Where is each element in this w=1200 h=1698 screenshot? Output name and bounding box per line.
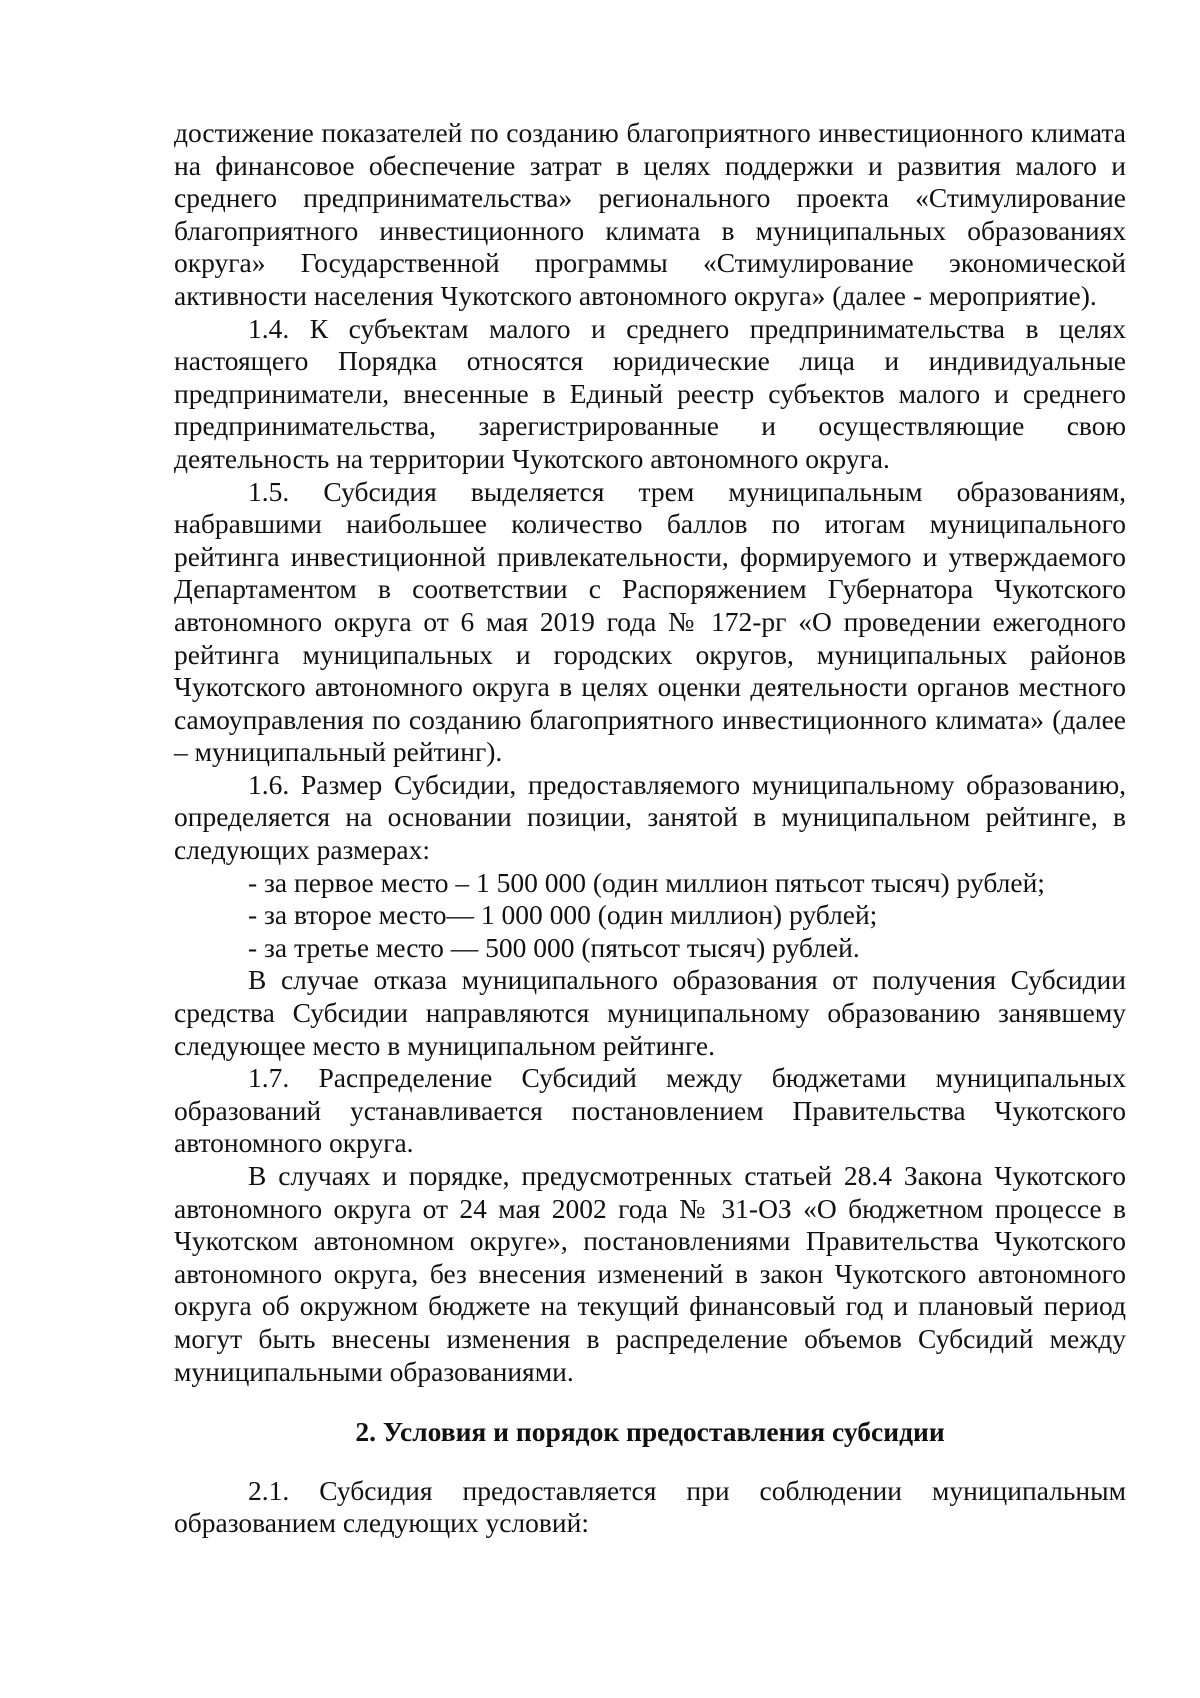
section-heading: 2. Условия и порядок предоставления субсидии [355, 1416, 945, 1448]
paragraph-refusal: В случае отказа муниципального образования от получения Субсидии средства Субсидии направляются муниципальному образованию занявшему следующее место в муниципальном рейтинге. [174, 964, 1126, 1061]
paragraph-2-1: 2.1. Субсидия предоставляется при соблюдении муниципальным образованием следующих условий: [174, 1474, 1126, 1539]
list-item-third-place: - за третье место — 500 000 (пятьсот тысяч) рублей. [248, 931, 860, 963]
document-page [174, 117, 1126, 1540]
paragraph-1-6: 1.6. Размер Субсидии, предоставляемого муниципальному образованию, определяется на основании позиции, занятой в муниципальном рейтинге, в следующих размерах: [174, 768, 1126, 866]
paragraph-changes: В случаях и порядке, предусмотренных статьей 28.4 Закона Чукотского автономного округа от 24 мая 2002 года № 31-ОЗ «О бюджетном процессе в Чукотском автономном округе», постановлениями Правительства Чукотского автономного округа, без внесения изменений в закон Чукотского автономного округа об окружном бюджете на текущий финансовый год и плановый период могут быть внесены изменения в распределение объемов Субсидий между муниципальными образованиями. [174, 1160, 1126, 1387]
paragraph-1-5: 1.5. Субсидия выделяется трем муниципальным образованиям, набравшими наибольшее количество баллов по итогам муниципального рейтинга инвестиционной привлекательности, формируемого и утверждаемого Департаментом в соответствии с Распоряжением Губернатора Чукотского автономного округа от 6 мая 2019 года № 172-рг «О проведении ежегодного рейтинга муниципальных и городских округов, муниципальных районов Чукотского автономного округа в целях оценки деятельности органов местного самоуправления по созданию благоприятного инвестиционного климата» (далее – муниципальный рейтинг). [174, 475, 1126, 768]
list-item-first-place: - за первое место – 1 500 000 (один миллион пятьсот тысяч) рублей; [248, 866, 1045, 898]
list-item-second-place: - за второе место— 1 000 000 (один миллион) рублей; [248, 899, 878, 931]
paragraph-1-4: 1.4. К субъектам малого и среднего предпринимательства в целях настоящего Порядка относятся юридические лица и индивидуальные предприниматели, внесенные в Единый реестр субъектов малого и среднего предпринимательства, зарегистрированные и осуществляющие свою деятельность на территории Чукотского автономного округа. [174, 312, 1126, 474]
paragraph-continuation: достижение показателей по созданию благоприятного инвестиционного климата на финансовое обеспечение затрат в целях поддержки и развития малого и среднего предпринимательства» регионального проекта «Стимулирование благоприятного инвестиционного климата в муниципальных образованиях округа» Государственной программы «Стимулирование экономической активности населения Чукотского автономного округа» (далее - мероприятие). [174, 117, 1126, 311]
paragraph-1-7: 1.7. Распределение Субсидий между бюджетами муниципальных образований устанавливается постановлением Правительства Чукотского автономного округа. [174, 1062, 1126, 1159]
